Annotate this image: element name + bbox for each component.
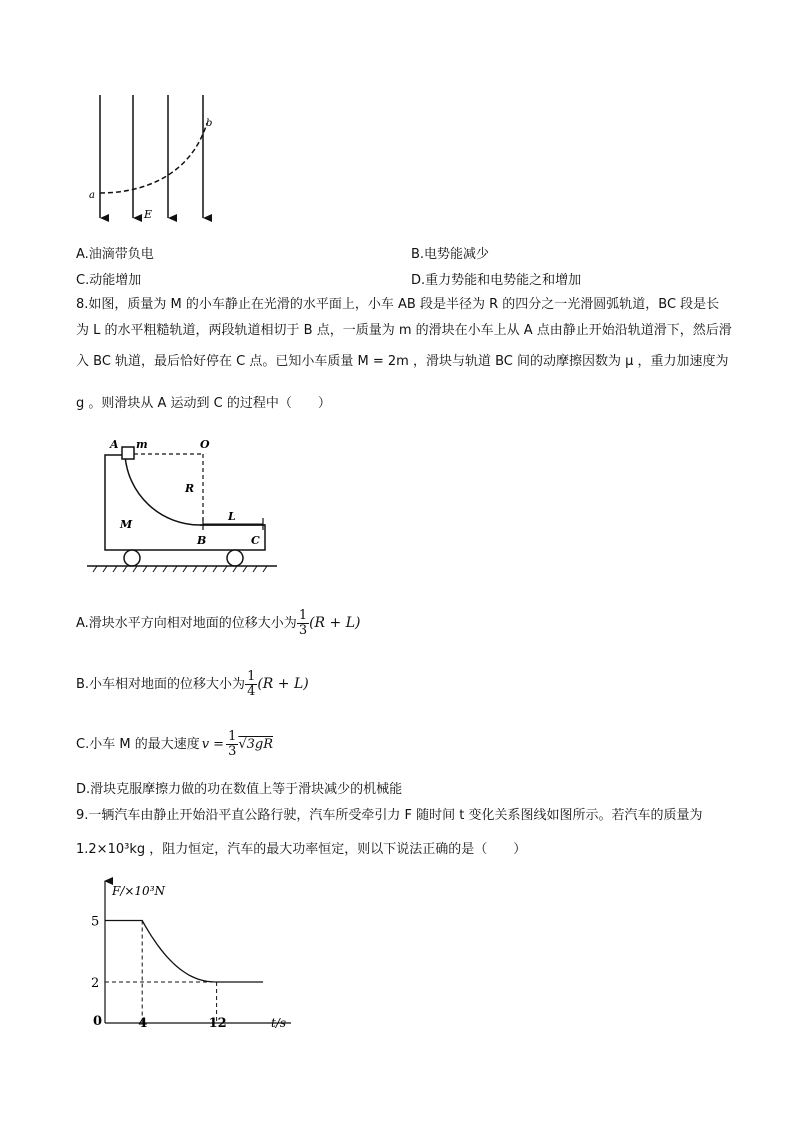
label-A: A [110,438,119,451]
ground-hatch [233,566,237,572]
label-R: R [185,482,195,495]
wheel-left [124,550,140,566]
q7-option-c: C.动能增加 [76,273,142,288]
label-B: B [197,534,207,547]
fraction-denominator: 3 [228,744,237,759]
label-O: O [200,438,210,451]
wheel-right [227,550,243,566]
q8-stem-line-4: g 。则滑块从 A 运动到 C 的过程中（ ） [76,396,331,411]
y-axis-label: F/×10³N [112,884,166,898]
y-tick-label-2: 2 [91,976,100,991]
fraction-denominator: 4 [247,684,256,699]
ground-hatch [103,566,107,572]
ground-hatch [193,566,197,572]
x-tick-label-4: 4 [138,1016,148,1031]
ground-hatch [213,566,217,572]
q8-stem-line-2: 为 L 的水平粗糙轨道，两段轨道相切于 B 点，一质量为 m 的滑块在小车上从 A 点由静止开始沿轨道滑下，然后滑 [76,323,732,338]
ground-hatch [203,566,207,572]
q8-stem-line-3: 入 BC 轨道，最后恰好停在 C 点。已知小车质量 M = 2m ，滑块与轨道 BC 间的动摩擦因数为 μ ，重力加速度为 [76,354,729,369]
q9-stem-line-2: 1.2×10³kg ，阻力恒定，汽车的最大功率恒定，则以下说法正确的是（ ） [76,842,527,857]
cart-body [105,455,265,550]
cart-track-figure [85,435,285,575]
q8-option-d: D.滑块克服摩擦力做的功在数值上等于滑块减少的机械能 [76,782,403,797]
y-tick-label-5: 5 [91,914,100,930]
q8-option-b-expr: (R + L) [257,676,309,692]
ground-hatch [263,566,267,572]
ground-hatch [153,566,157,572]
ground-hatch [113,566,117,572]
fraction-numerator: 1 [247,669,256,684]
ground-hatch [173,566,177,572]
x-axis-label: t/s [271,1016,287,1030]
ground-hatch [183,566,187,572]
q8-option-a-text: A.滑块水平方向相对地面的位移大小为 [76,616,297,631]
q8-option-c [76,730,273,760]
ground-hatch [143,566,147,572]
sqrt-3gR: √3gR [238,737,274,752]
label-L: L [228,510,236,523]
fraction-numerator: 1 [298,608,308,623]
x-tick-label-12: 12 [208,1016,227,1031]
label-C: C [251,534,260,547]
fraction-numerator: 1 [228,729,237,744]
ground-hatch [93,566,97,572]
ground-hatch [133,566,137,572]
ground-hatch [123,566,127,572]
q8-option-a-expr: (R + L) [309,615,361,631]
series-F-line [105,921,263,983]
fraction-one-third [226,730,238,759]
label-M: M [120,518,133,531]
fraction-one-quarter [245,670,257,699]
ground-hatch [253,566,257,572]
q8-option-a [76,608,361,639]
label-m: m [136,438,148,451]
q8-option-c-text: C.小车 M 的最大速度 [76,737,200,752]
fraction-denominator: 3 [298,623,308,638]
label-a: a [89,190,95,201]
fraction-one-third [297,609,309,638]
q7-option-b: B.电势能减少 [411,247,490,262]
label-E: E [144,208,153,221]
ground-hatch [243,566,247,572]
label-b: b [206,118,213,129]
electric-field-figure [80,90,220,225]
q7-option-a: A.油滴带负电 [76,247,154,262]
force-time-chart [85,875,305,1035]
q7-option-d: D.重力势能和电势能之和增加 [411,273,582,288]
droplet-trajectory [100,123,207,193]
ground-hatch [223,566,227,572]
ground-hatch [163,566,167,572]
q8-stem-line-1: 8.如图，质量为 M 的小车静止在光滑的水平面上，小车 AB 段是半径为 R 的四分之一光滑圆弧轨道，BC 段是长 [76,297,720,312]
q8-option-b [76,669,309,700]
slider-block [122,447,134,459]
x-tick-label-0: 0 [93,1014,103,1029]
q8-option-b-text: B.小车相对地面的位移大小为 [76,677,246,692]
q9-stem-line-1: 9.一辆汽车由静止开始沿平直公路行驶，汽车所受牵引力 F 随时间 t 变化关系图线如图所示。若汽车的质量为 [76,808,703,823]
velocity-symbol: v = [201,737,225,752]
